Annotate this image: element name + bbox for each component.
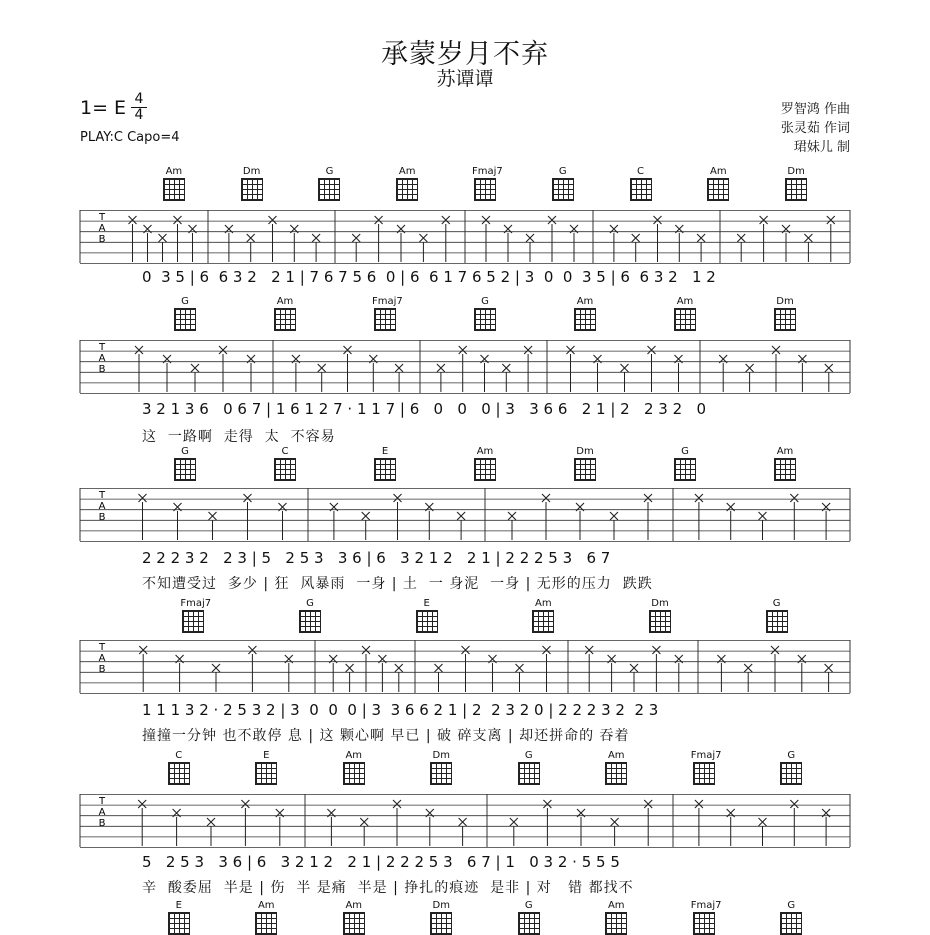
tab-staff <box>0 488 930 544</box>
note-x <box>394 494 402 502</box>
note-x <box>244 494 252 502</box>
chord-grid-icon <box>241 178 263 201</box>
chord-grid-icon <box>255 762 277 785</box>
chord-name: G <box>524 900 533 911</box>
chord-grid-icon <box>182 610 204 633</box>
chord-name: G <box>181 296 189 307</box>
chord-grid-icon <box>774 308 796 331</box>
chord-grid-icon <box>274 458 296 481</box>
chord-diagram <box>772 446 798 481</box>
chord-name: G <box>772 598 781 609</box>
note-x <box>191 364 199 372</box>
tab-clef-letter: A <box>98 353 106 364</box>
note-x <box>621 364 629 372</box>
note-x <box>759 512 767 520</box>
chord-grid-icon <box>430 912 452 935</box>
lyricist-credit: 张灵茹 作词 <box>780 121 850 136</box>
chord-grid-icon <box>574 308 596 331</box>
chord-grid-icon <box>416 610 438 633</box>
note-x <box>790 800 798 808</box>
note-x <box>610 512 618 520</box>
note-x <box>212 664 220 672</box>
chord-grid-icon <box>674 308 696 331</box>
chord-grid-icon <box>693 762 715 785</box>
chord-name: Fmaj7 <box>690 750 722 761</box>
note-x <box>139 494 147 502</box>
chord-grid-icon <box>430 762 452 785</box>
chord-grid-icon <box>343 762 365 785</box>
chord-grid-icon <box>649 610 671 633</box>
chord-grid-icon <box>168 762 190 785</box>
note-x <box>362 512 370 520</box>
tab-staff <box>0 210 930 266</box>
tab-clef-letter: B <box>98 512 106 523</box>
note-x <box>375 216 383 224</box>
chord-grid-icon <box>785 178 807 201</box>
chord-diagram <box>180 598 212 633</box>
note-x <box>567 346 575 354</box>
tab-clef-letter: A <box>98 807 106 818</box>
chord-name: Am <box>345 900 363 911</box>
chord-diagram <box>372 446 398 481</box>
tab-clef-letter: B <box>98 234 106 245</box>
note-x <box>644 800 652 808</box>
chord-name: Am <box>276 296 294 307</box>
note-x <box>209 512 217 520</box>
note-x <box>482 216 490 224</box>
note-x <box>695 494 703 502</box>
tab-clef-letter: T <box>98 490 106 501</box>
chord-diagram <box>172 296 198 331</box>
note-x <box>611 818 619 826</box>
chord-diagram <box>472 296 498 331</box>
chord-grid-icon <box>374 458 396 481</box>
chord-name: Fmaj7 <box>372 296 403 307</box>
chord-diagram <box>764 598 790 633</box>
note-x <box>760 216 768 224</box>
note-x <box>248 646 256 654</box>
chord-diagram <box>316 166 342 201</box>
play-capo-info: PLAY:C Capo=4 <box>80 130 180 145</box>
chord-name: Fmaj7 <box>180 598 212 609</box>
note-x <box>632 234 640 242</box>
tab-clef-letter: T <box>98 796 106 807</box>
chord-diagram <box>272 446 298 481</box>
chord-name: C <box>281 446 289 457</box>
chord-diagram <box>239 166 265 201</box>
chord-grid-icon <box>163 178 185 201</box>
chord-diagram <box>516 750 542 785</box>
note-x <box>804 234 812 242</box>
note-x <box>630 664 638 672</box>
chord-name: Am <box>345 750 363 761</box>
chord-grid-icon <box>374 308 396 331</box>
chord-diagram <box>253 750 279 785</box>
note-x <box>516 664 524 672</box>
chord-grid-icon <box>552 178 574 201</box>
note-x <box>241 800 249 808</box>
note-x <box>542 494 550 502</box>
tab-staff <box>0 340 930 396</box>
tab-staff <box>0 794 930 850</box>
chord-diagram <box>472 446 498 481</box>
note-x <box>174 216 182 224</box>
tab-clef-letter: T <box>98 342 106 353</box>
chord-grid-icon <box>174 458 196 481</box>
chord-name: Dm <box>776 296 794 307</box>
tab-clef-letter: B <box>98 818 106 829</box>
chord-grid-icon <box>474 458 496 481</box>
chord-diagram <box>628 166 654 201</box>
chord-diagram <box>297 598 323 633</box>
chord-grid-icon <box>630 178 652 201</box>
note-x <box>138 800 146 808</box>
chord-name: E <box>263 750 270 761</box>
note-x <box>129 216 137 224</box>
note-x <box>697 234 705 242</box>
note-x <box>207 818 215 826</box>
note-x <box>648 346 656 354</box>
chord-diagram <box>550 166 576 201</box>
lyrics-line: 这 一路啊 走得 太 不容易 <box>142 429 336 445</box>
note-x <box>437 364 445 372</box>
note-x <box>526 234 534 242</box>
chord-name: G <box>325 166 334 177</box>
chord-diagram <box>778 750 804 785</box>
time-signature-bottom: 4 <box>131 107 147 123</box>
chord-grid-icon <box>168 912 190 935</box>
note-x <box>744 664 752 672</box>
chord-name: G <box>481 296 489 307</box>
chord-grid-icon <box>474 308 496 331</box>
note-x <box>771 646 779 654</box>
chord-grid-icon <box>274 308 296 331</box>
note-x <box>790 494 798 502</box>
note-x <box>510 818 518 826</box>
tab-clef-letter: B <box>98 364 106 375</box>
chord-diagram <box>572 446 598 481</box>
note-x <box>139 646 147 654</box>
chord-diagram <box>783 166 809 201</box>
chord-name: Am <box>476 446 494 457</box>
numbered-notation: 1 1 1 3 2 · 2 5 3 2 | 3 0 0 0 | 3 3 6 6 2 1 | 2 2 3 2 0 | 2 2 2 3 2 2 3 <box>142 701 659 719</box>
chord-diagram <box>603 750 629 785</box>
chord-diagram <box>372 296 403 331</box>
note-x <box>652 646 660 654</box>
note-x <box>543 800 551 808</box>
note-x <box>269 216 277 224</box>
numbered-notation: 0 3 5 | 6 6 3 2 2 1 | 7 6 7 5 6 0 | 6 6 1 7 6 5 2 | 3 0 0 3 5 | 6 6 3 2 1 2 <box>142 268 716 286</box>
chord-name: Dm <box>787 166 805 177</box>
note-x <box>352 234 360 242</box>
lyrics-line: 撞撞一分钟 也不敢停 息 | 这 颗心啊 早已 | 破 碎支离 | 却还拼命的 吞着 <box>142 728 630 744</box>
lyrics-line: 辛 酸委屈 半是 | 伤 半 是痛 半是 | 挣扎的痕迹 是非 | 对 错 都找不 <box>142 880 634 896</box>
chord-name: E <box>423 598 430 609</box>
tab-staff <box>0 640 930 696</box>
note-x <box>502 364 510 372</box>
chord-diagram <box>672 446 698 481</box>
chord-name: G <box>181 446 189 457</box>
chord-name: G <box>306 598 314 609</box>
chord-name: Dm <box>651 598 669 609</box>
note-x <box>543 646 551 654</box>
chord-name: G <box>787 900 796 911</box>
chord-grid-icon <box>707 178 729 201</box>
note-x <box>772 346 780 354</box>
note-x <box>395 664 403 672</box>
chord-name: C <box>637 166 645 177</box>
arranger-credit: 珺妹儿 制 <box>793 140 850 155</box>
chord-grid-icon <box>518 762 540 785</box>
note-x <box>508 512 516 520</box>
song-title: 承蒙岁月不弃 <box>381 39 549 70</box>
chord-diagram <box>428 750 454 785</box>
note-x <box>457 512 465 520</box>
tab-clef-letter: B <box>98 664 106 675</box>
chord-grid-icon <box>343 912 365 935</box>
chord-name: Dm <box>576 446 594 457</box>
note-x <box>695 800 703 808</box>
note-x <box>459 818 467 826</box>
tab-clef-letter: T <box>98 642 106 653</box>
note-x <box>442 216 450 224</box>
chord-name: C <box>175 750 183 761</box>
chord-diagram <box>572 296 598 331</box>
chord-diagram <box>672 296 698 331</box>
note-x <box>318 364 326 372</box>
note-x <box>344 346 352 354</box>
note-x <box>462 646 470 654</box>
note-x <box>393 800 401 808</box>
tab-clef-letter: A <box>98 223 106 234</box>
tab-clef-letter: A <box>98 501 106 512</box>
note-x <box>459 346 467 354</box>
chord-grid-icon <box>574 458 596 481</box>
chord-diagram <box>472 166 503 201</box>
chord-diagram <box>394 166 420 201</box>
chord-diagram <box>772 296 798 331</box>
chord-grid-icon <box>299 610 321 633</box>
chord-name: Am <box>776 446 794 457</box>
note-x <box>644 494 652 502</box>
chord-grid-icon <box>396 178 418 201</box>
chord-name: G <box>524 750 533 761</box>
note-x <box>548 216 556 224</box>
chord-grid-icon <box>518 912 540 935</box>
chord-name: Fmaj7 <box>472 166 503 177</box>
chord-grid-icon <box>605 762 627 785</box>
chord-name: Dm <box>242 166 261 177</box>
chord-name: Am <box>710 166 727 177</box>
chord-grid-icon <box>532 610 554 633</box>
note-x <box>135 346 143 354</box>
numbered-notation: 5 2 5 3 3 6 | 6 3 2 1 2 2 1 | 2 2 2 5 3 6 7 | 1 0 3 2 · 5 5 5 <box>142 853 620 871</box>
chord-name: Dm <box>432 750 450 761</box>
chord-diagram <box>172 446 198 481</box>
note-x <box>737 234 745 242</box>
chord-diagram <box>690 750 722 785</box>
chord-grid-icon <box>605 912 627 935</box>
chord-name: Am <box>576 296 594 307</box>
chord-name: Am <box>398 166 416 177</box>
tab-clef-letter: A <box>98 653 106 664</box>
note-x <box>654 216 662 224</box>
chord-diagram <box>705 166 731 201</box>
chord-grid-icon <box>318 178 340 201</box>
chord-grid-icon <box>766 610 788 633</box>
tab-clef-letter: T <box>98 212 106 223</box>
note-x <box>825 664 833 672</box>
chord-diagram <box>647 598 673 633</box>
note-x <box>346 664 354 672</box>
chord-name: G <box>681 446 689 457</box>
chord-name: Am <box>257 900 275 911</box>
composer-credit: 罗智鸿 作曲 <box>780 102 850 117</box>
chord-grid-icon <box>174 308 196 331</box>
chord-diagram <box>341 750 367 785</box>
chord-name: Fmaj7 <box>690 900 722 911</box>
note-x <box>360 818 368 826</box>
numbered-notation: 3 2 1 3 6 0 6 7 | 1 6 1 2 7 · 1 1 7 | 6 0 0 0 | 3 3 6 6 2 1 | 2 2 3 2 0 <box>142 400 707 418</box>
numbered-notation: 2 2 2 3 2 2 3 | 5 2 5 3 3 6 | 6 3 2 1 2 2 1 | 2 2 2 5 3 6 7 <box>142 549 611 567</box>
chord-name: E <box>381 446 389 457</box>
artist-name: 苏谭谭 <box>436 68 494 90</box>
chord-diagram <box>161 166 187 201</box>
chord-name: G <box>558 166 567 177</box>
chord-grid-icon <box>774 458 796 481</box>
chord-name: G <box>787 750 796 761</box>
note-x <box>524 346 532 354</box>
chord-name: Am <box>535 598 552 609</box>
note-x <box>746 364 754 372</box>
note-x <box>435 664 443 672</box>
key-signature: 1= E <box>80 97 127 119</box>
chord-diagram <box>530 598 556 633</box>
chord-grid-icon <box>255 912 277 935</box>
note-x <box>827 216 835 224</box>
chord-grid-icon <box>693 912 715 935</box>
note-x <box>395 364 403 372</box>
chord-name: Dm <box>432 900 450 911</box>
note-x <box>247 234 255 242</box>
chord-grid-icon <box>780 912 802 935</box>
time-signature <box>131 92 147 123</box>
chord-diagram <box>272 296 298 331</box>
note-x <box>159 234 167 242</box>
note-x <box>419 234 427 242</box>
chord-name: Am <box>607 900 625 911</box>
chord-name: Am <box>607 750 625 761</box>
chord-grid-icon <box>674 458 696 481</box>
time-signature-top: 4 <box>134 91 144 107</box>
chord-name: Am <box>165 166 183 177</box>
lyrics-line: 不知遭受过 多少 | 狂 风暴雨 一身 | 土 一 身泥 一身 | 无形的压力 跌跌 <box>142 576 653 592</box>
note-x <box>312 234 320 242</box>
chord-diagram <box>414 598 440 633</box>
note-x <box>219 346 227 354</box>
note-x <box>585 646 593 654</box>
chord-name: Am <box>676 296 694 307</box>
chord-name: E <box>175 900 182 911</box>
note-x <box>759 818 767 826</box>
chord-diagram <box>166 750 192 785</box>
note-x <box>362 646 370 654</box>
note-x <box>825 364 833 372</box>
chord-grid-icon <box>780 762 802 785</box>
chord-grid-icon <box>474 178 496 201</box>
